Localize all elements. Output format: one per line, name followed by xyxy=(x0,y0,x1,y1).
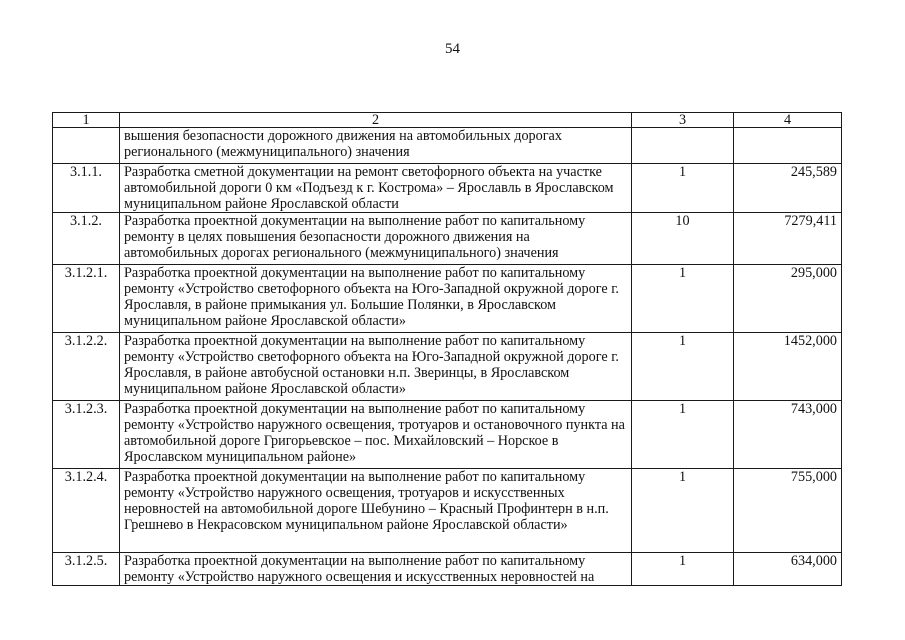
row-amount: 1452,000 xyxy=(734,333,842,401)
row-number: 3.1.2.1. xyxy=(53,265,120,333)
row-number: 3.1.2.3. xyxy=(53,401,120,469)
row-description: Разработка проектной документации на выполнение работ по капитальному ремонту «Устройство наружного освещения, тротуаров и остановочного пункта на автомобильной дороге Григорьевское – пос. Михайловский – Норское в Ярославском муниципальном районе» xyxy=(120,401,632,469)
table-row xyxy=(53,265,842,333)
row-description: Разработка проектной документации на выполнение работ по капитальному ремонту «Устройство наружного освещения, тротуаров и искусственных неровностей на автомобильной дороге Шебунино – Красный Профинтерн в н.п. Грешнево в Некрасовском муниципальном районе Ярославской области» xyxy=(120,469,632,553)
row-description: вышения безопасности дорожного движения на автомобильных дорогах регионального (межмуниципального) значения xyxy=(120,128,632,164)
row-amount: 743,000 xyxy=(734,401,842,469)
row-description: Разработка проектной документации на выполнение работ по капитальному ремонту «Устройство светофорного объекта на Юго-Западной окружной дороге г. Ярославля, в районе автобусной остановки н.п. Зверинцы, в Ярославском муниципальном районе Ярославской области» xyxy=(120,333,632,401)
row-description: Разработка проектной документации на выполнение работ по капитальному ремонту «Устройство наружного освещения и искусственных неровностей на xyxy=(120,553,632,586)
table-header-row xyxy=(53,113,842,128)
row-description: Разработка проектной документации на выполнение работ по капитальному ремонту в целях повышения безопасности дорожного движения на автомобильных дорогах регионального (межмуниципального) значения xyxy=(120,213,632,265)
row-amount: 755,000 xyxy=(734,469,842,553)
row-quantity: 1 xyxy=(632,164,734,213)
page-number: 54 xyxy=(445,41,460,57)
column-header-4: 4 xyxy=(734,113,842,128)
row-amount: 634,000 xyxy=(734,553,842,586)
table-row xyxy=(53,401,842,469)
table-row xyxy=(53,164,842,213)
row-quantity: 1 xyxy=(632,469,734,553)
row-amount: 7279,411 xyxy=(734,213,842,265)
row-description: Разработка сметной документации на ремонт светофорного объекта на участке автомобильной дороги 0 км «Подъезд к г. Кострома» – Ярославль в Ярославском муниципальном районе Ярославской области xyxy=(120,164,632,213)
table-row xyxy=(53,333,842,401)
row-quantity: 1 xyxy=(632,333,734,401)
table-row xyxy=(53,553,842,586)
row-quantity: 1 xyxy=(632,401,734,469)
row-number: 3.1.2.2. xyxy=(53,333,120,401)
table-row xyxy=(53,213,842,265)
row-number: 3.1.2.5. xyxy=(53,553,120,586)
row-number: 3.1.2.4. xyxy=(53,469,120,553)
column-header-2: 2 xyxy=(120,113,632,128)
row-description: Разработка проектной документации на выполнение работ по капитальному ремонту «Устройство светофорного объекта на Юго-Западной окружной дороге г. Ярославля, в районе примыкания ул. Большие Полянки, в Ярославском муниципальном районе Ярославской области» xyxy=(120,265,632,333)
data-table xyxy=(52,112,842,586)
row-number: 3.1.1. xyxy=(53,164,120,213)
row-number: 3.1.2. xyxy=(53,213,120,265)
column-header-3: 3 xyxy=(632,113,734,128)
row-quantity: 10 xyxy=(632,213,734,265)
row-number xyxy=(53,128,120,164)
row-quantity xyxy=(632,128,734,164)
row-amount: 245,589 xyxy=(734,164,842,213)
row-quantity: 1 xyxy=(632,265,734,333)
row-quantity: 1 xyxy=(632,553,734,586)
row-amount xyxy=(734,128,842,164)
table-row xyxy=(53,469,842,553)
column-header-1: 1 xyxy=(53,113,120,128)
row-amount: 295,000 xyxy=(734,265,842,333)
table-row xyxy=(53,128,842,164)
